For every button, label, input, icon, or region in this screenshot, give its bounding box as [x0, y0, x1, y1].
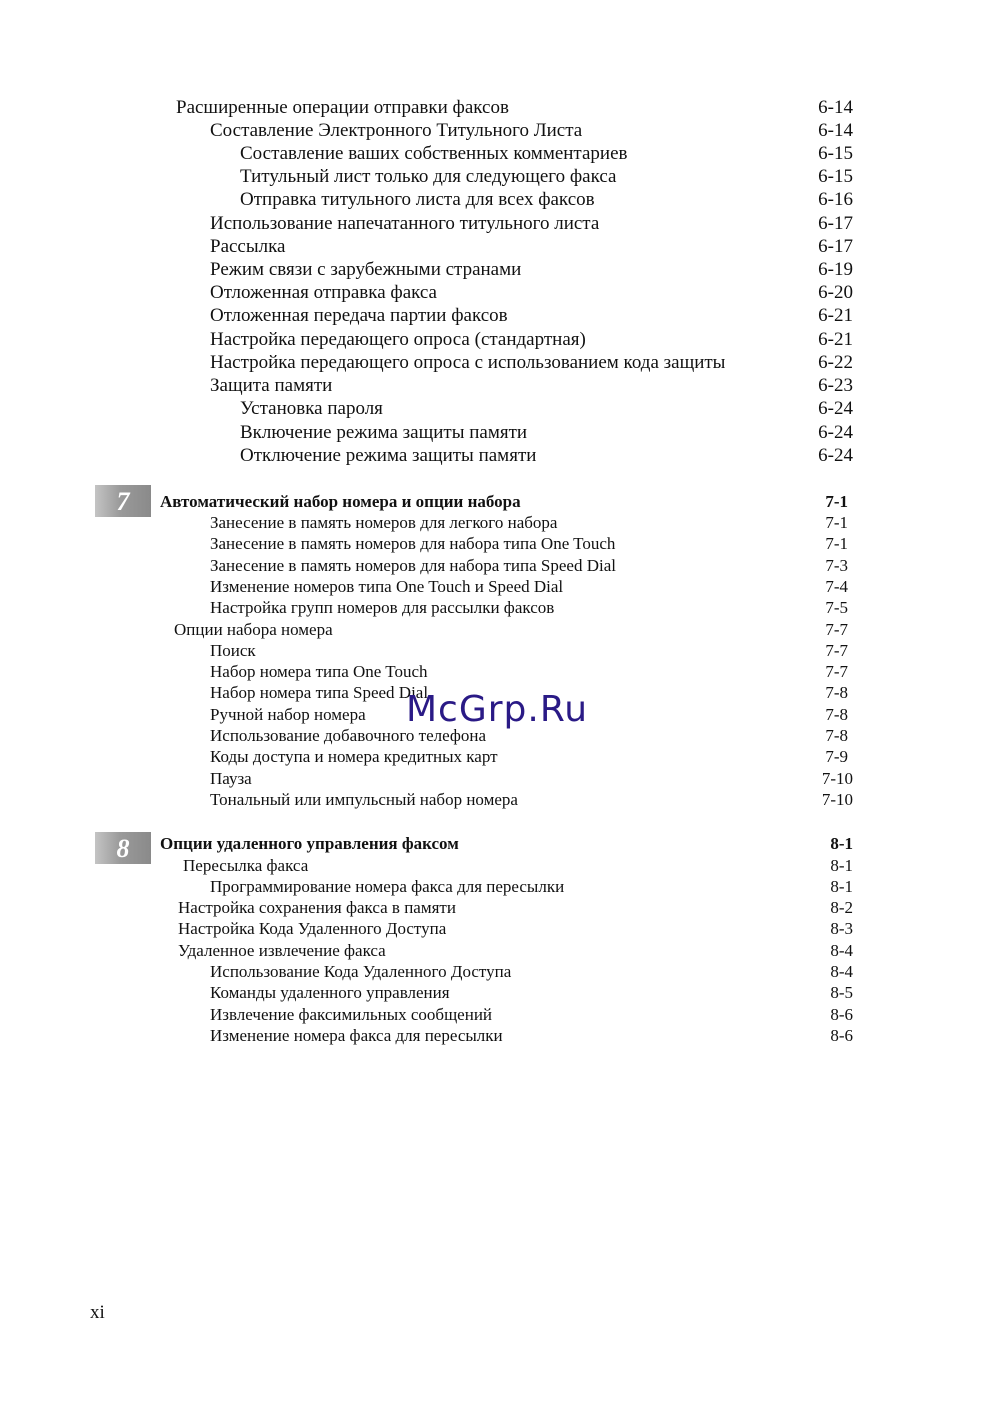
chapter-title: Автоматический набор номера и опции набора: [160, 492, 521, 511]
chapter-page: 8-1: [830, 834, 853, 853]
toc-entry-page: 7-8: [825, 726, 848, 745]
toc-entry-title: Включение режима защиты памяти: [240, 422, 528, 443]
toc-entry-title: Отправка титульного листа для всех факсов: [240, 189, 595, 210]
toc-entry-title: Настройка сохранения факса в памяти: [178, 898, 456, 917]
toc-entry-page: 8-1: [830, 877, 853, 896]
toc-entry-page: 6-16: [818, 189, 853, 210]
toc-entry-title: Отложенная передача партии факсов: [210, 305, 508, 326]
toc-entry-title: Настройка передающего опроса с использованием кода защиты: [210, 352, 726, 373]
toc-entry-page: 8-4: [830, 962, 853, 981]
toc-entry-page: 6-21: [818, 329, 853, 350]
toc-entry-page: 7-1: [825, 513, 848, 532]
chapter-badge: [95, 485, 151, 517]
toc-entry-title: Отложенная отправка факса: [210, 282, 437, 303]
toc-entry-title: Установка пароля: [240, 398, 383, 419]
page-number: xi: [90, 1302, 105, 1323]
toc-entry-title: Рассылка: [210, 236, 286, 257]
toc-entry-page: 7-7: [825, 641, 848, 660]
toc-entry-page: 6-19: [818, 259, 853, 280]
toc-entry-page: 7-5: [825, 598, 848, 617]
toc-entry-title: Изменение номера факса для пересылки: [210, 1026, 503, 1045]
toc-entry-page: 8-1: [830, 856, 853, 875]
toc-entry-page: 7-8: [825, 705, 848, 724]
toc-entry-title: Использование добавочного телефона: [210, 726, 487, 745]
toc-entry-title: Отключение режима защиты памяти: [240, 445, 537, 466]
toc-entry-title: Настройка Кода Удаленного Доступа: [178, 919, 447, 938]
toc-entry-page: 6-23: [818, 375, 853, 396]
toc-entry-page: 7-1: [825, 534, 848, 553]
toc-entry-page: 6-20: [818, 282, 853, 303]
toc-entry-page: 7-7: [825, 620, 848, 639]
toc-entry-page: 6-24: [818, 398, 853, 419]
toc-entry-page: 7-8: [825, 683, 848, 702]
toc-entry-title: Настройка передающего опроса (стандартная): [210, 329, 586, 350]
toc-entry-title: Программирование номера факса для пересылки: [210, 877, 565, 896]
chapter-number: 8: [116, 834, 130, 863]
toc-entry-page: 7-7: [825, 662, 848, 681]
toc-entry-title: Режим связи с зарубежными странами: [210, 259, 522, 280]
toc-entry-page: 8-3: [830, 919, 853, 938]
toc-entry-title: Удаленное извлечение факса: [178, 941, 386, 960]
toc-entry-page: 6-15: [818, 166, 853, 187]
toc-entry-page: 6-24: [818, 422, 853, 443]
toc-entry-page: 6-24: [818, 445, 853, 466]
toc-entry-title: Поиск: [210, 641, 256, 660]
toc-entry-page: 6-14: [818, 120, 853, 141]
chapter-number: 7: [116, 487, 130, 516]
toc-entry-page: 8-4: [830, 941, 853, 960]
chapter-title: Опции удаленного управления факсом: [160, 834, 459, 853]
chapter-badge: [95, 832, 151, 864]
toc-entry-page: 6-17: [818, 213, 853, 234]
toc-entry-page: 8-6: [830, 1026, 853, 1045]
toc-entry-title: Титульный лист только для следующего факса: [240, 166, 617, 187]
toc-entry-page: 7-10: [821, 769, 853, 788]
toc-entry-title: Ручной набор номера: [210, 705, 366, 724]
toc-entry-title: Извлечение факсимильных сообщений: [210, 1005, 493, 1024]
toc-entry-title: Пересылка факса: [183, 856, 309, 875]
toc-entry-page: 7-3: [825, 556, 848, 575]
toc-entry-title: Набор номера типа Speed Dial: [210, 683, 429, 702]
toc-entry-page: 8-6: [830, 1005, 853, 1024]
toc-entry-page: 8-2: [830, 898, 853, 917]
toc-entry-page: 6-15: [818, 143, 853, 164]
toc-entry-title: Настройка групп номеров для рассылки факсов: [210, 598, 555, 617]
toc-entry-title: Занесение в память номеров для набора типа Speed Dial: [210, 556, 616, 575]
toc-entry-title: Занесение в память номеров для набора типа One Touch: [210, 534, 616, 553]
toc-entry-title: Защита памяти: [210, 375, 333, 396]
toc-entry-title: Расширенные операции отправки факсов: [176, 97, 509, 118]
toc-entry-title: Тональный или импульсный набор номера: [210, 790, 518, 809]
toc-entry-title: Занесение в память номеров для легкого набора: [210, 513, 558, 532]
toc-entry-title: Составление Электронного Титульного Листа: [210, 120, 583, 141]
toc-entry-title: Команды удаленного управления: [210, 983, 450, 1002]
chapter-page: 7-1: [825, 492, 848, 511]
toc-entry-page: 7-4: [825, 577, 848, 596]
toc-entry-title: Составление ваших собственных комментариев: [240, 143, 628, 164]
toc-entry-title: Набор номера типа One Touch: [210, 662, 428, 681]
toc-entry-page: 7-9: [825, 747, 848, 766]
toc-entry-page: 6-21: [818, 305, 853, 326]
toc-entry-page: 8-5: [830, 983, 853, 1002]
toc-entry-title: Изменение номеров типа One Touch и Speed Dial: [210, 577, 564, 596]
toc-entry-title: Пауза: [210, 769, 252, 788]
watermark: McGrp.Ru: [406, 689, 589, 730]
toc-entry-title: Использование напечатанного титульного листа: [210, 213, 600, 234]
toc-entry-page: 6-14: [818, 97, 853, 118]
toc-entry-page: 6-17: [818, 236, 853, 257]
toc-entry-title: Коды доступа и номера кредитных карт: [210, 747, 498, 766]
toc-entry-title: Опции набора номера: [174, 620, 333, 639]
toc-entry-title: Использование Кода Удаленного Доступа: [210, 962, 512, 981]
toc-entry-page: 7-10: [821, 790, 853, 809]
toc-entry-page: 6-22: [818, 352, 853, 373]
